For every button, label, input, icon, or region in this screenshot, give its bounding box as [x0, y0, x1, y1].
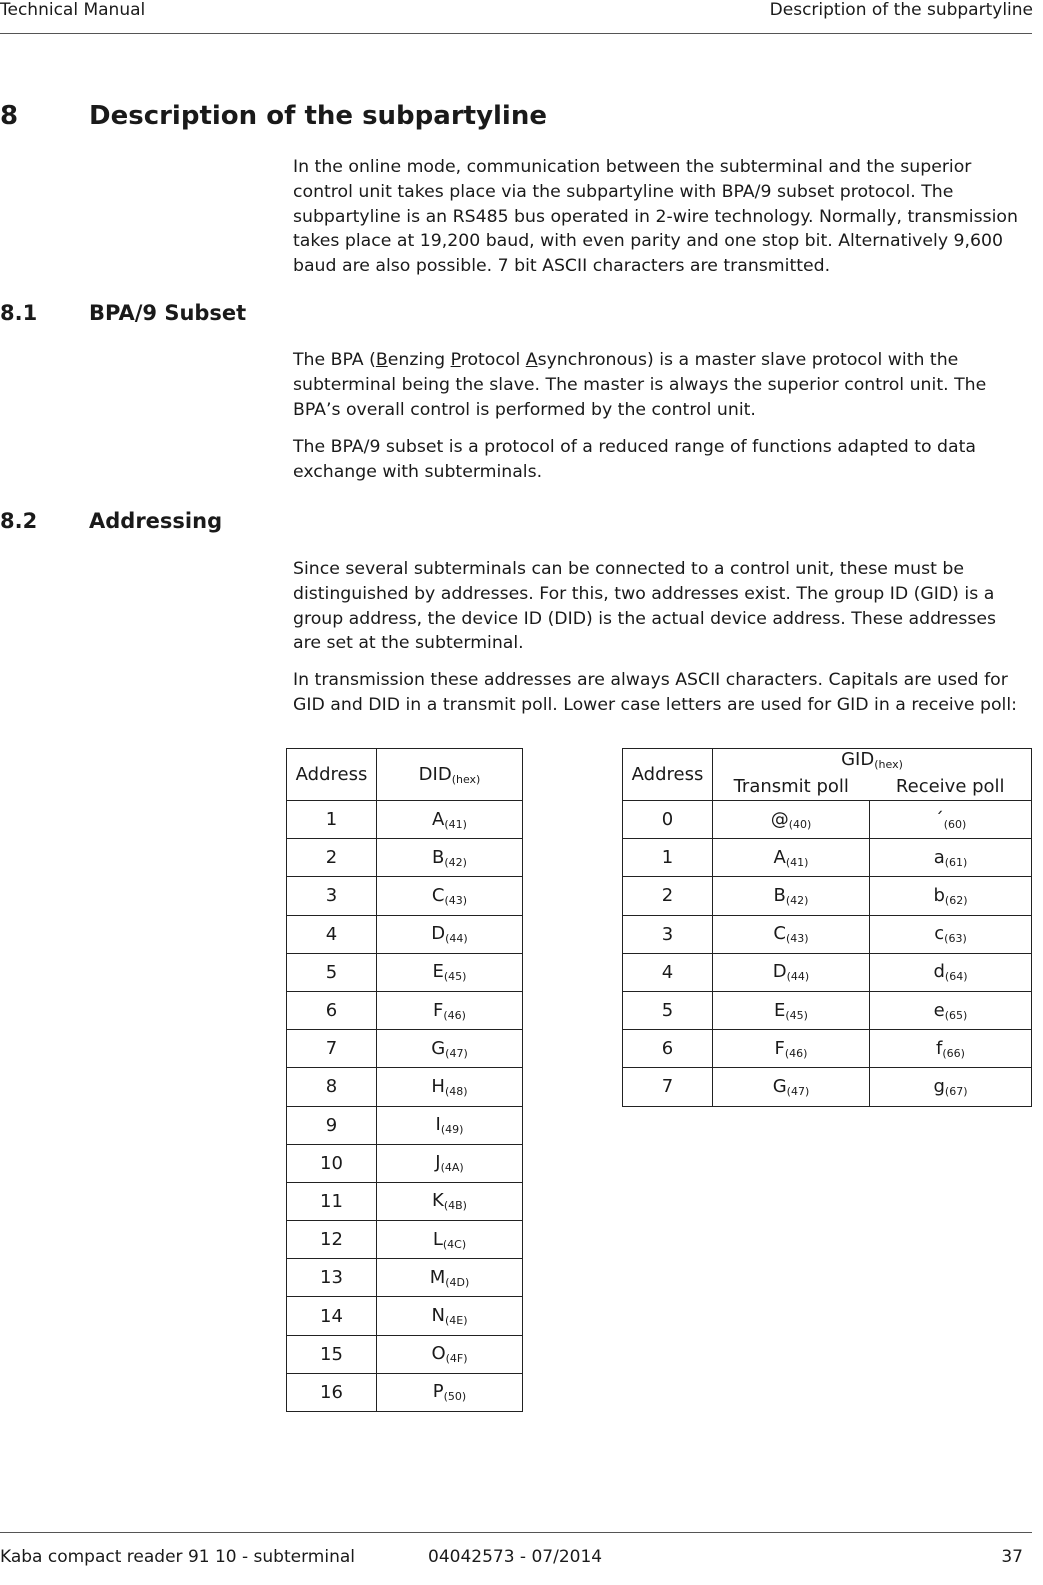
hex-subscript: (41)	[444, 817, 467, 831]
column-header: Address	[287, 749, 377, 801]
table-cell	[623, 1068, 713, 1106]
cell-value: 11	[320, 1190, 343, 1212]
table-cell	[287, 1106, 377, 1144]
hex-subscript: (50)	[443, 1390, 467, 1404]
gid-table-body	[623, 801, 1032, 1107]
cell-value: 9	[325, 1114, 338, 1136]
cell-value: 5	[661, 1000, 674, 1022]
cell-value: O	[431, 1343, 446, 1365]
subsection-number: 8.2	[0, 509, 38, 533]
cell-value: G	[431, 1037, 446, 1059]
column-header	[713, 749, 1032, 775]
bpa-text: enzing	[387, 350, 451, 370]
cell-value: 10	[320, 1152, 343, 1174]
table-cell	[287, 991, 377, 1029]
hex-subscript: (4D)	[445, 1275, 470, 1289]
hex-subscript: (44)	[786, 970, 810, 984]
hex-subscript: (4A)	[440, 1161, 464, 1175]
cell-value: 4	[661, 961, 674, 983]
table-cell	[713, 839, 870, 877]
table-cell	[287, 1144, 377, 1182]
table-cell	[713, 991, 870, 1029]
hex-subscript: (61)	[944, 855, 968, 869]
table-row	[287, 915, 523, 953]
hex-subscript: (hex)	[874, 757, 903, 771]
table-cell	[287, 953, 377, 991]
cell-value: 3	[661, 923, 674, 945]
table-cell	[377, 877, 523, 915]
hex-subscript: (67)	[944, 1084, 968, 1098]
table-cell	[713, 915, 870, 953]
table-cell	[287, 839, 377, 877]
cell-value: 3	[325, 885, 338, 907]
table-cell	[713, 1068, 870, 1106]
gid-label: GID	[841, 748, 875, 770]
bpa-text: rotocol	[460, 350, 526, 370]
did-label: DID	[418, 763, 452, 785]
cell-value: E	[774, 999, 786, 1021]
table-cell	[377, 1259, 523, 1297]
subsection-number: 8.1	[0, 301, 38, 325]
cell-value: C	[431, 884, 445, 906]
page-number: 37	[1001, 1547, 1023, 1567]
footer-divider	[0, 1532, 1032, 1533]
table-cell	[377, 839, 523, 877]
cell-value: 14	[320, 1305, 343, 1327]
cell-value: L	[432, 1228, 443, 1250]
table-cell	[377, 1068, 523, 1106]
table-row	[287, 1259, 523, 1297]
cell-value: d	[933, 961, 945, 983]
acronym-letter-p: P	[450, 350, 461, 370]
table-row	[287, 1030, 523, 1068]
hex-subscript: (45)	[443, 970, 467, 984]
cell-value: c	[934, 923, 945, 945]
hex-subscript: (42)	[444, 855, 467, 869]
hex-subscript: (64)	[944, 970, 968, 984]
cell-value: @	[770, 808, 789, 830]
cell-value: f	[936, 1037, 943, 1059]
table-row	[623, 953, 1032, 991]
table-row	[623, 915, 1032, 953]
running-header-left: Technical Manual	[0, 0, 146, 20]
hex-subscript: (49)	[440, 1123, 464, 1137]
cell-value: E	[432, 961, 444, 983]
table-cell	[870, 877, 1032, 915]
cell-value: C	[773, 923, 786, 945]
hex-subscript: (46)	[443, 1008, 466, 1022]
running-header-right: Description of the subpartyline	[769, 0, 1033, 20]
section-number: 8	[0, 101, 19, 131]
cell-value: g	[933, 1075, 945, 1097]
footer-product: Kaba compact reader 91 10 - subterminal	[0, 1547, 355, 1567]
table-row	[287, 991, 523, 1029]
table-cell	[713, 953, 870, 991]
cell-value: D	[772, 961, 787, 983]
hex-subscript: (65)	[944, 1008, 968, 1022]
table-cell	[377, 1182, 523, 1220]
bpa-paragraph	[293, 348, 1028, 422]
table-cell	[623, 1030, 713, 1068]
hex-subscript: (4E)	[444, 1314, 468, 1328]
hex-subscript: (47)	[786, 1084, 810, 1098]
subsection-title: BPA/9 Subset	[89, 301, 247, 325]
cell-value: 8	[325, 1076, 338, 1098]
intro-paragraph: In the online mode, communication between the subterminal and the superior control unit takes place via the subpartyline with BPA/9 subset protocol. The subpartyline is an RS485 bus operated in 2-wire technology. Normally, transmission takes place at 19,200 baud, with even parity and one stop bit. Alternatively 9,600 baud are also possible. 7 bit ASCII characters are transmitted.	[293, 157, 1018, 277]
cell-value: 7	[661, 1076, 674, 1098]
hex-subscript: (41)	[785, 855, 809, 869]
bpa-text: The BPA (	[293, 350, 376, 370]
cell-value: G	[772, 1075, 787, 1097]
hex-subscript: (63)	[944, 932, 967, 946]
table-cell	[287, 1373, 377, 1411]
table-cell	[377, 953, 523, 991]
cell-value: B	[432, 846, 445, 868]
addressing-paragraph: Since several subterminals can be connected to a control unit, these must be distinguished by addresses. For this, two addresses exist. The group ID (GID) is a group address, the device ID (DID) is the actual device address. These addresses are set at the subterminal.	[293, 559, 997, 654]
cell-value: 12	[320, 1229, 343, 1251]
table-cell	[377, 1297, 523, 1335]
table-cell	[623, 877, 713, 915]
table-cell	[623, 801, 713, 839]
hex-subscript: (43)	[785, 932, 809, 946]
table-row	[623, 839, 1032, 877]
bpa-text: synchronous) is a master slave protocol with the subterminal being the slave. The master is always the superior control unit. The BPA’s overall control is performed by the control unit.	[293, 350, 987, 420]
table-row	[287, 953, 523, 991]
subsection-title: Addressing	[89, 509, 223, 533]
cell-value: H	[431, 1075, 445, 1097]
cell-value: 16	[320, 1381, 343, 1403]
cell-value: 1	[661, 847, 674, 869]
table-cell	[377, 1144, 523, 1182]
table-row	[287, 1373, 523, 1411]
did-table	[286, 748, 523, 1412]
cell-value: N	[431, 1305, 445, 1327]
table-cell	[713, 801, 870, 839]
column-header	[377, 749, 523, 801]
cell-value: 0	[661, 809, 674, 831]
table-row	[287, 1068, 523, 1106]
table-cell	[870, 915, 1032, 953]
table-cell	[870, 991, 1032, 1029]
table-cell	[623, 839, 713, 877]
table-row	[287, 801, 523, 839]
table-cell	[870, 1030, 1032, 1068]
table-cell	[623, 953, 713, 991]
cell-value: D	[431, 923, 446, 945]
table-row	[287, 1221, 523, 1259]
table-row	[287, 1182, 523, 1220]
table-row	[287, 877, 523, 915]
table-cell	[377, 915, 523, 953]
hex-subscript: (44)	[445, 932, 468, 946]
table-row	[287, 1144, 523, 1182]
hex-subscript: (40)	[788, 817, 812, 831]
section-title: Description of the subpartyline	[89, 101, 547, 131]
table-cell	[377, 1030, 523, 1068]
did-table-body	[287, 801, 523, 1412]
table-row	[287, 839, 523, 877]
cell-value: 2	[325, 847, 338, 869]
table-cell	[870, 953, 1032, 991]
table-header-row	[623, 749, 1032, 775]
column-header: Transmit poll	[713, 775, 870, 801]
hex-subscript: (46)	[784, 1046, 808, 1060]
table-cell	[287, 1221, 377, 1259]
column-header: Address	[623, 749, 713, 801]
table-row	[623, 991, 1032, 1029]
cell-value: B	[773, 884, 786, 906]
cell-value: K	[432, 1190, 444, 1212]
table-cell	[287, 915, 377, 953]
acronym-letter-b: B	[375, 350, 388, 370]
cell-value: 1	[325, 809, 338, 831]
table-cell	[287, 1335, 377, 1373]
cell-value: b	[933, 884, 945, 906]
cell-value: 2	[661, 885, 674, 907]
table-cell	[287, 1297, 377, 1335]
table-cell	[287, 1182, 377, 1220]
hex-subscript: (4F)	[445, 1352, 468, 1366]
cell-value: A	[432, 808, 445, 830]
table-cell	[713, 877, 870, 915]
table-row	[623, 801, 1032, 839]
cell-value: 15	[320, 1343, 343, 1365]
table-cell	[377, 991, 523, 1029]
table-row	[287, 1106, 523, 1144]
hex-subscript: (4C)	[442, 1237, 467, 1251]
cell-value: M	[429, 1266, 446, 1288]
gid-table	[622, 748, 1032, 1107]
table-cell	[870, 801, 1032, 839]
table-row	[623, 1030, 1032, 1068]
cell-value: 6	[325, 1000, 338, 1022]
table-cell	[377, 1221, 523, 1259]
cell-value: 5	[325, 961, 338, 983]
table-cell	[287, 1068, 377, 1106]
table-cell	[287, 1259, 377, 1297]
cell-value: A	[773, 846, 786, 868]
table-cell	[623, 991, 713, 1029]
table-cell	[870, 1068, 1032, 1106]
table-row	[287, 1297, 523, 1335]
table-cell	[377, 1106, 523, 1144]
hex-subscript: (62)	[944, 893, 968, 907]
hex-subscript: (60)	[943, 817, 967, 831]
table-cell	[287, 801, 377, 839]
cell-value: F	[774, 1037, 785, 1059]
hex-subscript: (hex)	[451, 772, 481, 786]
hex-subscript: (66)	[942, 1046, 965, 1060]
cell-value: 7	[325, 1038, 338, 1060]
cell-value: J	[435, 1152, 441, 1174]
table-cell	[377, 1373, 523, 1411]
subset-paragraph: The BPA/9 subset is a protocol of a reduced range of functions adapted to data exchange with subterminals.	[293, 437, 976, 482]
table-cell	[287, 877, 377, 915]
hex-subscript: (4B)	[443, 1199, 467, 1213]
table-cell	[713, 1030, 870, 1068]
cell-value: P	[432, 1381, 444, 1403]
hex-subscript: (45)	[785, 1008, 808, 1022]
cell-value: F	[433, 999, 444, 1021]
table-cell	[287, 1030, 377, 1068]
table-header-row	[287, 749, 523, 801]
header-divider	[0, 33, 1032, 34]
column-header: Receive poll	[870, 775, 1032, 801]
table-cell	[377, 801, 523, 839]
cell-value: ´	[934, 808, 944, 830]
cell-value: 4	[325, 923, 338, 945]
cell-value: I	[435, 1114, 441, 1136]
footer-doc-number: 04042573 - 07/2014	[428, 1547, 603, 1567]
table-cell	[870, 839, 1032, 877]
hex-subscript: (47)	[445, 1046, 468, 1060]
table-cell	[377, 1335, 523, 1373]
table-row	[623, 1068, 1032, 1106]
table-row	[623, 877, 1032, 915]
table-row	[287, 1335, 523, 1373]
cell-value: e	[933, 999, 945, 1021]
hex-subscript: (48)	[444, 1084, 468, 1098]
transmission-paragraph: In transmission these addresses are always ASCII characters. Capitals are used for GID and DID in a transmit poll. Lower case letters are used for GID in a receive poll:	[293, 670, 1017, 715]
acronym-letter-a: A	[525, 350, 538, 370]
cell-value: a	[933, 846, 945, 868]
hex-subscript: (43)	[444, 893, 468, 907]
hex-subscript: (42)	[785, 893, 809, 907]
table-cell	[623, 915, 713, 953]
cell-value: 6	[661, 1038, 674, 1060]
cell-value: 13	[320, 1267, 343, 1289]
